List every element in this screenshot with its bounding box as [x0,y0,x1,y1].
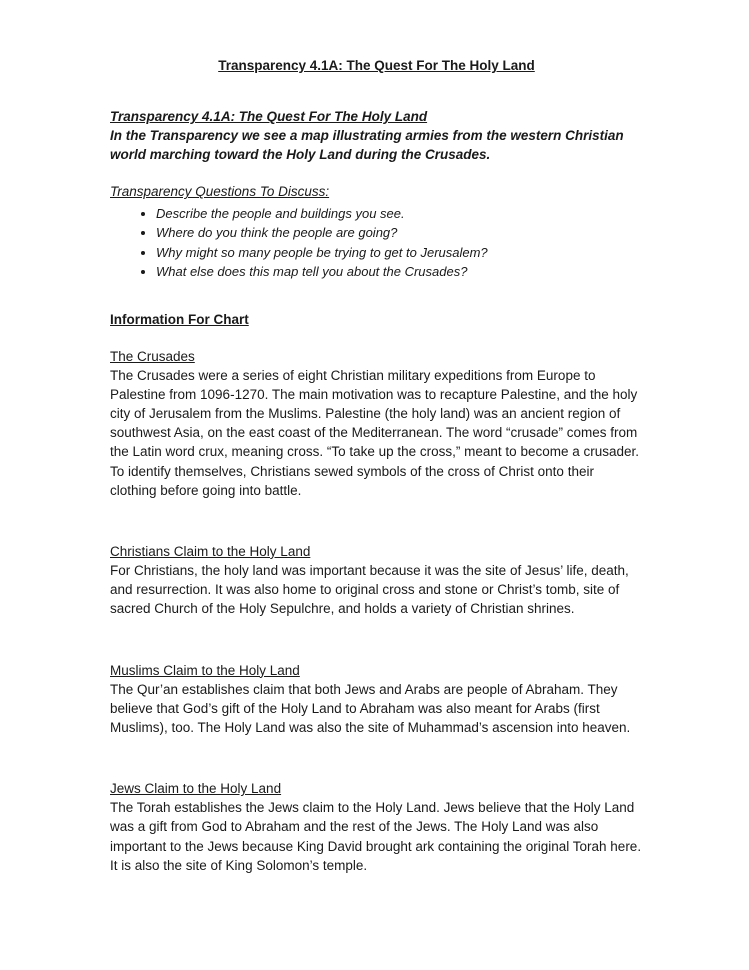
question-item: • Why might so many people be trying to get to Jerusalem? [156,243,643,263]
section-body: The Crusades were a series of eight Christian military expeditions from Europe to Palestine from 1096-1270. The main motivation was to recapture Palestine, and the holy city of Jerusalem from the Muslims. Palestine (the holy land) was an ancient region of southwest Asia, on the east coast of the Mediterranean. The word “crusade” comes from the Latin word crux, meaning cross. “To take up the cross,” meant to become a crusader. To identify themselves, Christians sewed symbols of the cross of Christ onto their clothing before going into battle. [110,367,640,498]
questions-heading: Transparency Questions To Discuss: [110,184,330,200]
section-heading: Jews Claim to the Holy Land [110,781,282,797]
question-item: • Describe the people and buildings you see. [156,204,643,224]
section-the-crusades [110,347,643,500]
question-item: • What else does this map tell you about the Crusades? [156,262,643,282]
section-heading: The Crusades [110,348,195,364]
chart-heading: Information For Chart [110,311,249,327]
section-body: The Qur’an establishes claim that both Jews and Arabs are people of Abraham. They believe that God’s gift of the Holy Land to Abraham was also meant for Arabs (first Muslims), too. The Holy Land was also the site of Muhammad’s ascension into heaven. [110,681,631,735]
section-heading: Muslims Claim to the Holy Land [110,662,300,678]
question-item: • Where do you think the people are going? [156,223,643,243]
section-christians-claim [110,542,643,619]
section-body: The Torah establishes the Jews claim to the Holy Land. Jews believe that the Holy Land was a gift from God to Abraham and the rest of the Jews. The Holy Land was also important to the Jews because King David brought ark containing the original Torah here. It is also the site of King Solomon’s temple. [110,800,642,873]
questions-list [110,204,643,282]
section-body: For Christians, the holy land was important because it was the site of Jesus’ life, death, and resurrection. It was also home to original cross and stone or Christ’s tomb, site of sacred Church of the Holy Sepulchre, and holds a variety of Christian shrines. [110,563,629,617]
section-jews-claim [110,779,643,875]
page-title: Transparency 4.1A: The Quest For The Holy Land [218,58,535,73]
intro-heading: Transparency 4.1A: The Quest For The Holy Land [110,109,428,124]
section-muslims-claim [110,661,643,738]
section-heading: Christians Claim to the Holy Land [110,543,311,559]
intro-text: In the Transparency we see a map illustrating armies from the western Christian world marching toward the Holy Land during the Crusades. [110,128,624,163]
